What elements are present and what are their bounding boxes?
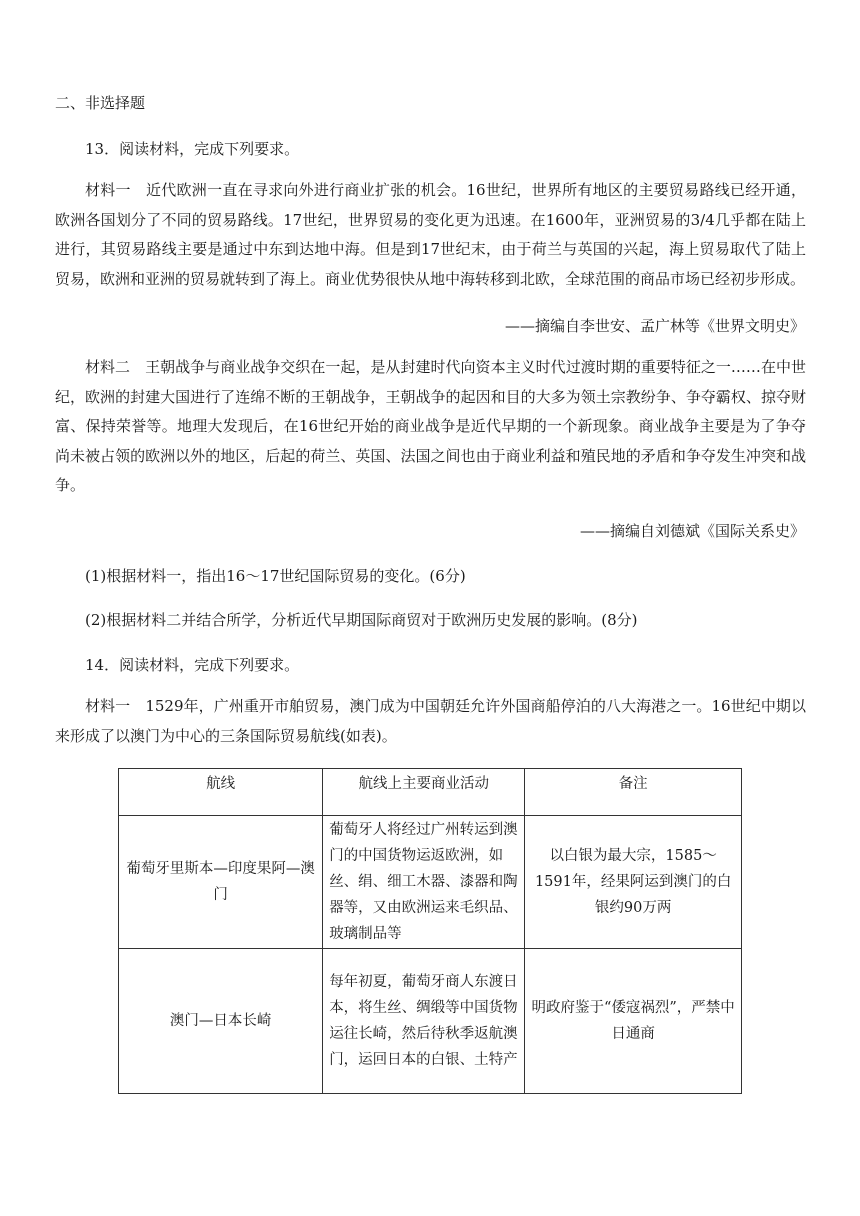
q13-subquestion-2: (2)根据材料二并结合所学，分析近代早期国际商贸对于欧洲历史发展的影响。(8分) [85, 611, 638, 629]
route-cell: 葡萄牙里斯本—印度果阿—澳门 [119, 816, 323, 949]
table-header-route: 航线 [119, 769, 323, 816]
trade-routes-table [118, 768, 742, 1094]
q13-material-1: 材料一 近代欧洲一直在寻求向外进行商业扩张的机会。16世纪，世界所有地区的主要贸易路线已经开通，欧洲各国划分了不同的贸易路线。17世纪，世界贸易的变化更为迅速。在1600年，亚洲贸易的3/4几乎都在陆上进行，其贸易路线主要是通过中东到达地中海。但是到17世纪末，由于荷兰与英国的兴起，海上贸易取代了陆上贸易，欧洲和亚洲的贸易就转到了海上。商业优势很快从地中海转移到北欧，全球范围的商品市场已经初步形成。 [55, 181, 806, 288]
q13-source-1: ——摘编自李世安、孟广林等《世界文明史》 [504, 317, 805, 335]
table-header-row [119, 769, 742, 816]
question-14-header: 14．阅读材料，完成下列要求。 [85, 656, 300, 674]
q13-subquestion-1: (1)根据材料一，指出16～17世纪国际贸易的变化。(6分) [85, 567, 466, 585]
table-header-note: 备注 [525, 769, 742, 816]
table-row [119, 816, 742, 949]
note-cell: 以白银为最大宗，1585～1591年，经果阿运到澳门的白银约90万两 [525, 816, 742, 949]
activity-cell: 每年初夏，葡萄牙商人东渡日本，将生丝、绸缎等中国货物运往长崎，然后待秋季返航澳门，运回日本的白银、土特产 [323, 949, 525, 1094]
q13-material-2: 材料二 王朝战争与商业战争交织在一起，是从封建时代向资本主义时代过渡时期的重要特征之一……在中世纪，欧洲的封建大国进行了连绵不断的王朝战争，王朝战争的起因和目的大多为领土宗教纷争、争夺霸权、掠夺财富、保持荣誉等。地理大发现后，在16世纪开始的商业战争是近代早期的一个新现象。商业战争主要是为了争夺尚未被占领的欧洲以外的地区，后起的荷兰、英国、法国之间也由于商业利益和殖民地的矛盾和争夺发生冲突和战争。 [55, 358, 806, 494]
route-cell: 澳门—日本长崎 [119, 949, 323, 1094]
section-title: 二、非选择题 [55, 94, 146, 112]
note-cell: 明政府鉴于“倭寇祸烈”，严禁中日通商 [525, 949, 742, 1094]
q13-source-2: ——摘编自刘德斌《国际关系史》 [579, 522, 805, 540]
activity-cell: 葡萄牙人将经过广州转运到澳门的中国货物运返欧洲，如丝、绢、细工木器、漆器和陶器等，又由欧洲运来毛织品、玻璃制品等 [323, 816, 525, 949]
table-header-activity: 航线上主要商业活动 [323, 769, 525, 816]
q14-material-1: 材料一 1529年，广州重开市舶贸易，澳门成为中国朝廷允许外国商船停泊的八大海港之一。16世纪中期以来形成了以澳门为中心的三条国际贸易航线(如表)。 [55, 697, 806, 745]
table-row [119, 949, 742, 1094]
question-13-header: 13．阅读材料，完成下列要求。 [85, 140, 300, 158]
